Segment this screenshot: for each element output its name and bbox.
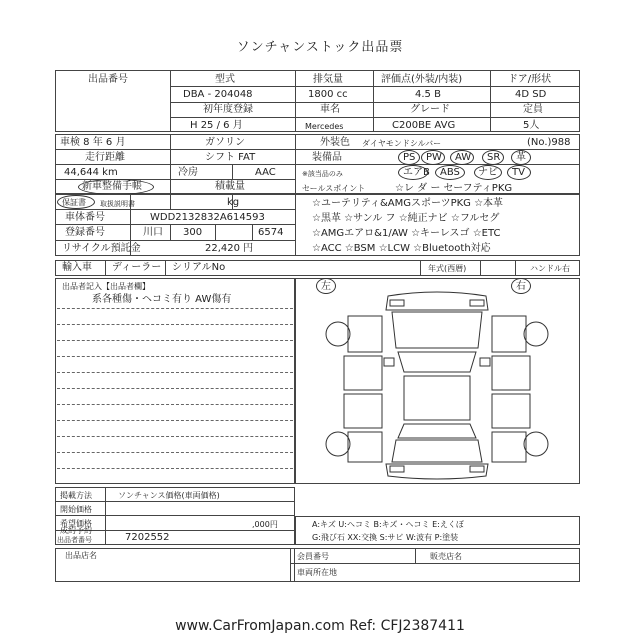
- ac-label: 冷房: [178, 167, 198, 178]
- remarks-text: 系各種傷・ヘコミ有り AW傷有: [92, 294, 232, 305]
- equip-navi-circle: [474, 165, 502, 180]
- warranty-book: 保証書: [62, 198, 86, 207]
- legend-line-1: A:キズ U:ヘコミ B:キズ・ヘコミ E:えくぼ: [312, 520, 464, 529]
- listing-number-label: 出品番号: [88, 74, 128, 85]
- equip-abs-circle: [435, 165, 465, 180]
- recycle-label: リサイクル預託金: [62, 243, 141, 254]
- legend-line-2: G:飛び石 XX:交換 S:サビ W:波有 P:塗装: [312, 533, 459, 542]
- plate-label: 登録番号: [65, 227, 105, 238]
- contract-label: 成約予約: [60, 526, 92, 535]
- seller-number-value: 7202552: [125, 532, 170, 543]
- equip-navi: ナビ: [478, 167, 498, 178]
- contract-value: ,000円: [252, 520, 278, 529]
- shop-name-label: 販売店名: [430, 552, 462, 561]
- left-mark: 左: [321, 281, 331, 292]
- equip-ps-circle: [398, 150, 420, 165]
- import-dealer: ディーラー: [112, 262, 162, 273]
- equip-leather: 革: [516, 152, 526, 163]
- warranty-manual: 取扱説明書: [100, 200, 135, 208]
- warranty-label: 新車整備手帳: [82, 181, 142, 192]
- equip-aw: AW: [455, 152, 472, 163]
- mileage-value: 44,644 km: [64, 167, 118, 178]
- vin-label: 車体番号: [65, 212, 105, 223]
- car-name-value: Mercedes: [305, 122, 344, 131]
- inspection-expiry: 車検 8 年 6 月: [60, 137, 126, 148]
- vin-value: WDD2132832A614593: [150, 212, 265, 223]
- plate-class: 300: [183, 227, 203, 238]
- import-serial: シリアルNo: [172, 262, 226, 273]
- first-reg-label: 初年度登録: [203, 104, 253, 115]
- equip-tv-circle: [507, 165, 531, 180]
- handle-label: ハンドル右: [530, 264, 570, 273]
- warranty-book-circle: [57, 195, 95, 209]
- warranty-circle: [78, 179, 154, 195]
- equip-pw-circle: [421, 150, 445, 165]
- sales-point-1: ☆レ ダ ー セーフティPKG: [395, 183, 513, 194]
- sales-point-2: ☆ユーテリティ&AMGスポーツPKG ☆本革: [312, 198, 504, 209]
- equip-leather-circle: [511, 150, 531, 165]
- exterior-color-value: ダイヤモンドシルバー: [362, 139, 442, 148]
- equipment-note: ※該当品のみ: [302, 170, 343, 178]
- equipment-label: 装備品: [312, 152, 342, 163]
- reserve-price-label: 希望価格: [60, 519, 92, 528]
- equip-abs: ABS: [440, 167, 460, 178]
- load-label: 積載量: [215, 181, 245, 192]
- listing-method-value: ソンチャンス価格(車両価格): [118, 491, 220, 500]
- score-label: 評価点(外装/内装): [381, 74, 463, 85]
- import-label: 輸入車: [62, 262, 92, 273]
- listing-method-label: 掲載方法: [60, 491, 92, 500]
- model-year-label: 年式(西暦): [428, 264, 467, 273]
- equip-aw-circle: [450, 150, 474, 165]
- remarks-label: 出品者記入【出品者欄】: [62, 282, 150, 291]
- fuel-type: ガソリン: [205, 137, 245, 148]
- equip-sr: SR: [487, 152, 501, 163]
- grade-label: グレード: [410, 104, 450, 115]
- recycle-value: 22,420 円: [205, 243, 254, 254]
- sales-point-3: ☆黒革 ☆サンル フ ☆純正ナビ ☆フルセグ: [312, 213, 500, 224]
- door-label: ドア/形状: [508, 74, 552, 85]
- first-reg-value: H 25 / 6 月: [190, 120, 243, 131]
- car-diagram: [300, 290, 575, 480]
- grade-value: C200BE AVG: [392, 120, 456, 131]
- equip-ps: PS: [403, 152, 416, 163]
- member-number-label: 会員番号: [297, 552, 329, 561]
- equip-airbag-circle: [398, 165, 428, 180]
- load-unit: kg: [227, 197, 240, 208]
- watermark: www.CarFromJapan.com Ref: CFJ2387411: [175, 618, 465, 634]
- vehicle-location-label: 車両所在地: [297, 568, 337, 577]
- equip-tv: TV: [512, 167, 525, 178]
- seller-name-label: 出品店名: [65, 551, 97, 560]
- capacity-value: 5人: [523, 120, 540, 131]
- model-value: DBA - 204048: [183, 89, 253, 100]
- score-value: 4.5 B: [415, 89, 441, 100]
- exterior-color-label: 外装色: [320, 137, 350, 148]
- page-title: ソンチャンストック出品票: [236, 40, 404, 55]
- sales-point-label: セールスポイント: [302, 184, 366, 193]
- plate-number: 6574: [258, 227, 284, 238]
- color-number: (No.)988: [527, 137, 571, 148]
- shift-label: シフト FAT: [205, 152, 256, 163]
- equip-pw: PW: [426, 152, 442, 163]
- seller-number-label: 出品者番号: [57, 536, 92, 544]
- door-value: 4D SD: [515, 89, 547, 100]
- ac-value: AAC: [255, 167, 276, 178]
- sales-point-4: ☆AMGエアロ&1/AW ☆キーレスゴ ☆ETC: [312, 228, 501, 239]
- equip-sr-circle: [482, 150, 504, 165]
- capacity-label: 定員: [523, 104, 543, 115]
- displacement-value: 1800 cc: [308, 89, 348, 100]
- car-name-label: 車名: [320, 104, 340, 115]
- equip-airbag: エアB: [403, 167, 430, 178]
- mileage-label: 走行距離: [85, 152, 125, 163]
- plate-city: 川口: [143, 227, 163, 238]
- model-label: 型式: [215, 74, 235, 85]
- right-mark: 右: [516, 281, 526, 292]
- start-price-label: 開始価格: [60, 505, 92, 514]
- displacement-label: 排気量: [313, 74, 343, 85]
- sales-point-5: ☆ACC ☆BSM ☆LCW ☆Bluetooth対応: [312, 243, 491, 254]
